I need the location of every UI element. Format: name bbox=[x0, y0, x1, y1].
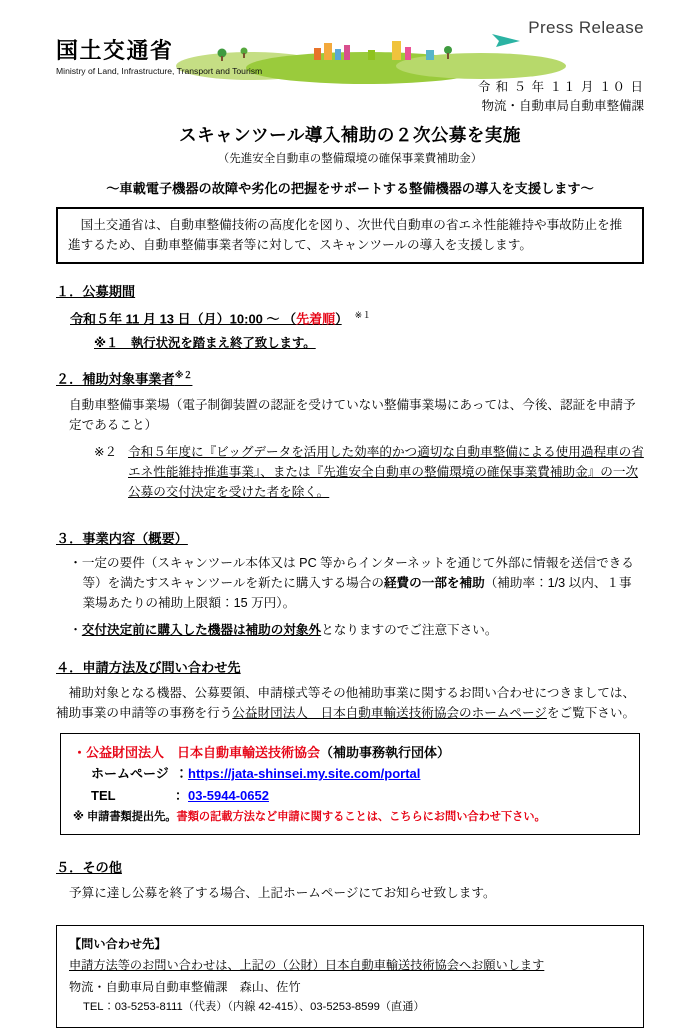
section-project-outline bbox=[56, 528, 644, 640]
inquiry-line-association: 申請方法等のお問い合わせは、上記の（公財）日本自動車輸送技術協会へお願いします bbox=[69, 958, 545, 973]
association-name-line bbox=[73, 742, 627, 763]
association-role: （補助事務執行団体） bbox=[320, 745, 451, 761]
inquiry-box bbox=[56, 925, 644, 1028]
section-application-period bbox=[56, 281, 644, 351]
section-other bbox=[56, 857, 644, 903]
building-icon bbox=[344, 45, 350, 60]
document-subtitle: （先進安全自動車の整備環境の確保事業費補助金） bbox=[217, 153, 483, 165]
box-note-red: 書類の記載方法など申請に関することは、こちらにお問い合わせ下さい。 bbox=[176, 811, 546, 824]
section5-heading: ５．その他 bbox=[56, 859, 122, 875]
period-text: 令和５年 11 月 13 日（月）10:00 ～ （ bbox=[70, 311, 297, 327]
application-period-line bbox=[56, 308, 644, 327]
inquiry-heading: 【問い合わせ先】 bbox=[69, 936, 167, 951]
section3-heading: ３．事業内容（概要） bbox=[56, 531, 188, 547]
section-how-to-apply bbox=[56, 657, 644, 835]
footnote-ref-2: ※２ bbox=[174, 370, 193, 381]
building-icon bbox=[335, 49, 341, 60]
ministry-logo-text: 国土交通省 bbox=[56, 38, 174, 63]
other-note-text: 予算に達し公募を終了する場合、上記ホームページにてお知らせ致します。 bbox=[69, 885, 496, 900]
box-note-black: ※ 申請書類提出先。 bbox=[73, 811, 177, 824]
apply-description bbox=[56, 683, 644, 723]
document-tagline: ～車載電子機器の故障や劣化の把握をサポートする整備機器の導入を支援します～ bbox=[106, 181, 594, 196]
building-icon bbox=[392, 41, 401, 60]
bullet1-bold-text: 経費の一部を補助 bbox=[383, 576, 485, 591]
homepage-colon: ： bbox=[175, 766, 189, 782]
footnote-1: ※１ 執行状況を踏まえ終了致します。 bbox=[94, 336, 316, 351]
airplane-icon bbox=[492, 34, 520, 47]
homepage-label: ホームページ bbox=[91, 766, 169, 782]
apply-text: 補助対象となる機器、公募要領、申請様式等その他補助事業に関するお問い合わせにつきましては、補助事業の申請等の事務を行う bbox=[56, 685, 636, 720]
issuing-department: 物流・自動車局自動車整備課 bbox=[481, 99, 644, 114]
section1-heading: １．公募期間 bbox=[56, 283, 136, 299]
outline-bullet-1 bbox=[56, 553, 644, 613]
first-come-first-served-label: 先着順 bbox=[296, 311, 336, 327]
building-icon bbox=[426, 50, 434, 60]
title-block bbox=[56, 122, 644, 197]
association-contact-box bbox=[60, 733, 640, 835]
document-title: スキャンツール導入補助の２次公募を実施 bbox=[179, 125, 521, 145]
tel-colon: ： bbox=[175, 787, 189, 803]
building-icon bbox=[405, 47, 411, 60]
building-icon bbox=[368, 50, 375, 60]
tree-icon bbox=[444, 46, 452, 54]
portal-url-link[interactable]: https://jata-shinsei.my.site.com/portal bbox=[188, 766, 421, 782]
apply-tail-text: をご覧下さい。 bbox=[546, 705, 636, 720]
tel-label: TEL bbox=[91, 787, 116, 803]
footnote-ref-1: ※１ bbox=[354, 309, 372, 320]
bullet2-warning-text: 交付決定前に購入した機器は補助の対象外 bbox=[81, 622, 322, 637]
summary-box bbox=[56, 207, 644, 264]
logo-landscape-illustration bbox=[196, 26, 526, 70]
summary-text: 国土交通省は、自動車整備技術の高度化を図り、次世代自動車の省エネ性能維持や事故防止を推進するため、自動車整備事業者等に対して、スキャンツールの導入を支援します。 bbox=[68, 218, 623, 253]
period-close-paren: ） bbox=[335, 311, 342, 327]
box-note-line bbox=[73, 808, 627, 826]
header-meta bbox=[478, 78, 644, 117]
association-homepage-text: 公益財団法人 日本自動車輸送技術協会のホームページ bbox=[232, 705, 547, 720]
tel-line bbox=[73, 785, 627, 806]
association-phone-link[interactable]: 03-5944-0652 bbox=[188, 787, 269, 803]
eligible-business-description: 自動車整備事業場（電子制御装置の認証を受けていない整備事業場にあっては、今後、認証を申請予定であること） bbox=[69, 397, 636, 432]
release-date: 令 和 ５ 年 １１ 月 １０ 日 bbox=[477, 80, 644, 94]
inquiry-line-tel: TEL：03-5253-8111（代表）（内線 42-415）、03-5253-8599（直通） bbox=[83, 1001, 425, 1014]
section4-heading: ４．申請方法及び問い合わせ先 bbox=[56, 659, 241, 675]
footnote-2 bbox=[56, 442, 644, 502]
homepage-line bbox=[73, 763, 627, 784]
ministry-name-en: Ministry of Land, Infrastructure, Transport and Tourism bbox=[56, 66, 263, 76]
inquiry-line-department: 物流・自動車局自動車整備課 森山、佐竹 bbox=[69, 979, 301, 994]
building-icon bbox=[324, 43, 332, 60]
document-header bbox=[56, 14, 644, 118]
bullet1-text: ・一定の要件（スキャンツール本体又は PC 等からインターネットを通じて外部に情報を送信できる等）を満たすスキャンツールを新たに購入する場合の bbox=[69, 556, 634, 591]
association-name: ・公益財団法人 日本自動車輸送技術協会 bbox=[73, 745, 321, 761]
building-icon bbox=[314, 48, 321, 60]
press-release-label: Press Release bbox=[528, 18, 644, 37]
footnote-2-label: ※２ bbox=[94, 444, 118, 459]
bullet2-marker: ・ bbox=[69, 622, 82, 637]
section2-heading bbox=[56, 368, 644, 387]
section-eligible-businesses bbox=[56, 368, 644, 502]
bullet1-tail-text: （補助率：1/3 以内、１事業場あたりの補助上限額：15 万円）。 bbox=[82, 576, 632, 611]
bullet2-tail-text: となりますのでご注意下さい。 bbox=[321, 622, 498, 637]
outline-bullet-2 bbox=[56, 620, 644, 640]
footnote-2-text: 令和５年度に『ビッグデータを活用した効率的かつ適切な自動車整備による使用過程車の省エネ性能維持推進事業』、または『先進安全自動車の整備環境の確保事業費補助金』の一次公募の交付決定を受けた者を除く。 bbox=[128, 444, 644, 500]
section2-heading-text: ２．補助対象事業者 bbox=[56, 371, 175, 387]
